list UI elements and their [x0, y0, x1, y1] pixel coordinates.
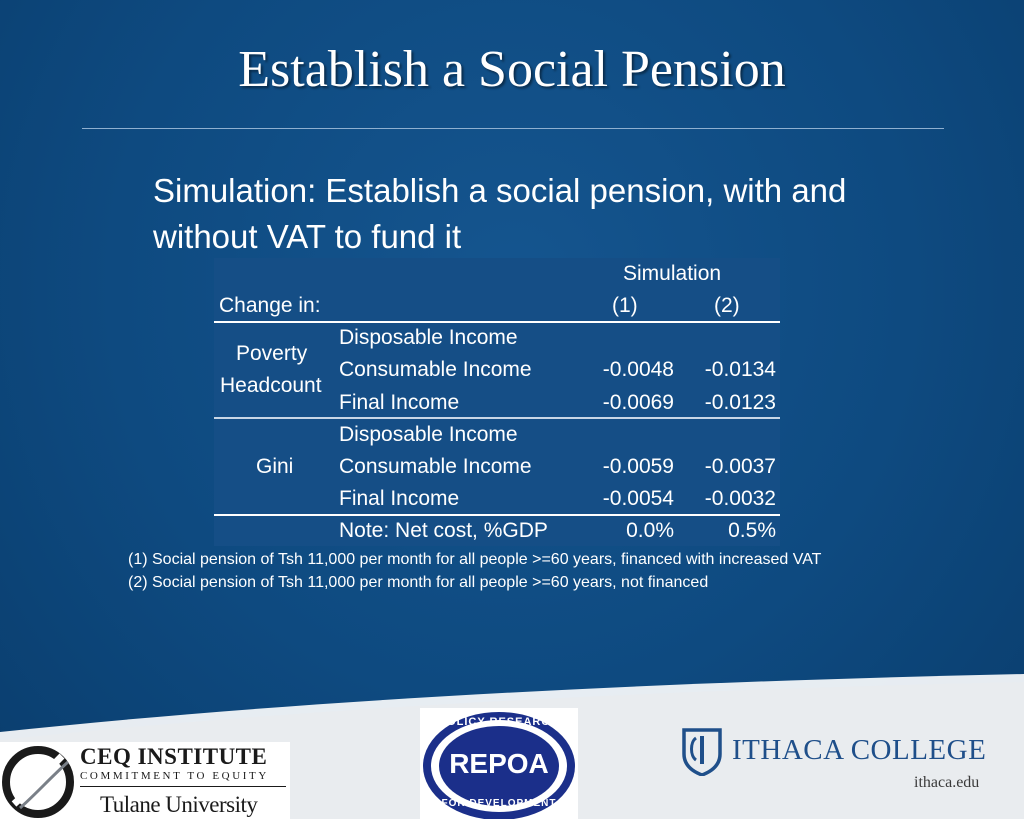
column-1-header: (1)	[612, 294, 638, 317]
slide-subtitle: Simulation: Establish a social pension, with and without VAT to fund it	[153, 172, 847, 255]
footnote-1: (1) Social pension of Tsh 11,000 per month for all people >=60 years, financed with increased VAT	[128, 551, 822, 568]
repoa-bottom-text: FOR DEVELOPMENT	[441, 798, 557, 809]
note-value-1: 0.0%	[626, 519, 674, 542]
group-label-headcount: Headcount	[220, 374, 322, 397]
row-value-1: -0.0069	[602, 391, 674, 414]
simulation-header: Simulation	[623, 262, 722, 285]
column-2-header: (2)	[714, 294, 740, 317]
group-label-poverty: Poverty	[236, 342, 308, 365]
row-value-2: -0.0123	[704, 391, 776, 414]
ithaca-logo	[680, 726, 1010, 806]
ithaca-shield-icon	[680, 726, 724, 776]
row-value-2: -0.0037	[704, 455, 776, 478]
row-measure: Disposable Income	[339, 423, 518, 446]
note-measure: Note: Net cost, %GDP	[339, 519, 548, 542]
row-measure: Consumable Income	[339, 455, 532, 478]
ithaca-name: ITHACA COLLEGE	[732, 734, 987, 766]
simulation-table	[214, 258, 780, 546]
tulane-name: Tulane University	[100, 792, 258, 817]
row-measure: Final Income	[339, 487, 460, 510]
group-label-gini: Gini	[256, 455, 294, 478]
row-measure: Disposable Income	[339, 326, 518, 349]
row-value-1: -0.0048	[602, 358, 674, 381]
repoa-logo	[420, 708, 578, 819]
note-divider	[214, 514, 780, 516]
footnote-2: (2) Social pension of Tsh 11,000 per month for all people >=60 years, not financed	[128, 574, 709, 591]
row-measure: Consumable Income	[339, 358, 532, 381]
ceq-name: CEQ INSTITUTE	[80, 744, 268, 769]
row-value-2: -0.0134	[704, 358, 776, 381]
repoa-center-text: REPOA	[449, 748, 549, 779]
row-measure: Final Income	[339, 391, 460, 414]
row-value-1: -0.0059	[602, 455, 674, 478]
row-value-2: -0.0032	[704, 487, 776, 510]
ceq-tagline: COMMITMENT TO EQUITY	[80, 770, 269, 782]
change-in-label: Change in:	[219, 294, 321, 317]
slide-title: Establish a Social Pension	[238, 41, 786, 98]
ceq-logo	[0, 742, 290, 819]
ithaca-url: ithaca.edu	[914, 774, 980, 791]
repoa-top-text: POLICY RESEARCH	[438, 716, 560, 728]
row-value-1: -0.0054	[602, 487, 674, 510]
ceq-rule	[80, 786, 286, 787]
note-value-2: 0.5%	[728, 519, 776, 542]
ceq-emblem-icon	[0, 742, 76, 819]
group-divider	[214, 417, 780, 419]
title-divider	[82, 128, 944, 129]
header-rule	[214, 321, 780, 323]
